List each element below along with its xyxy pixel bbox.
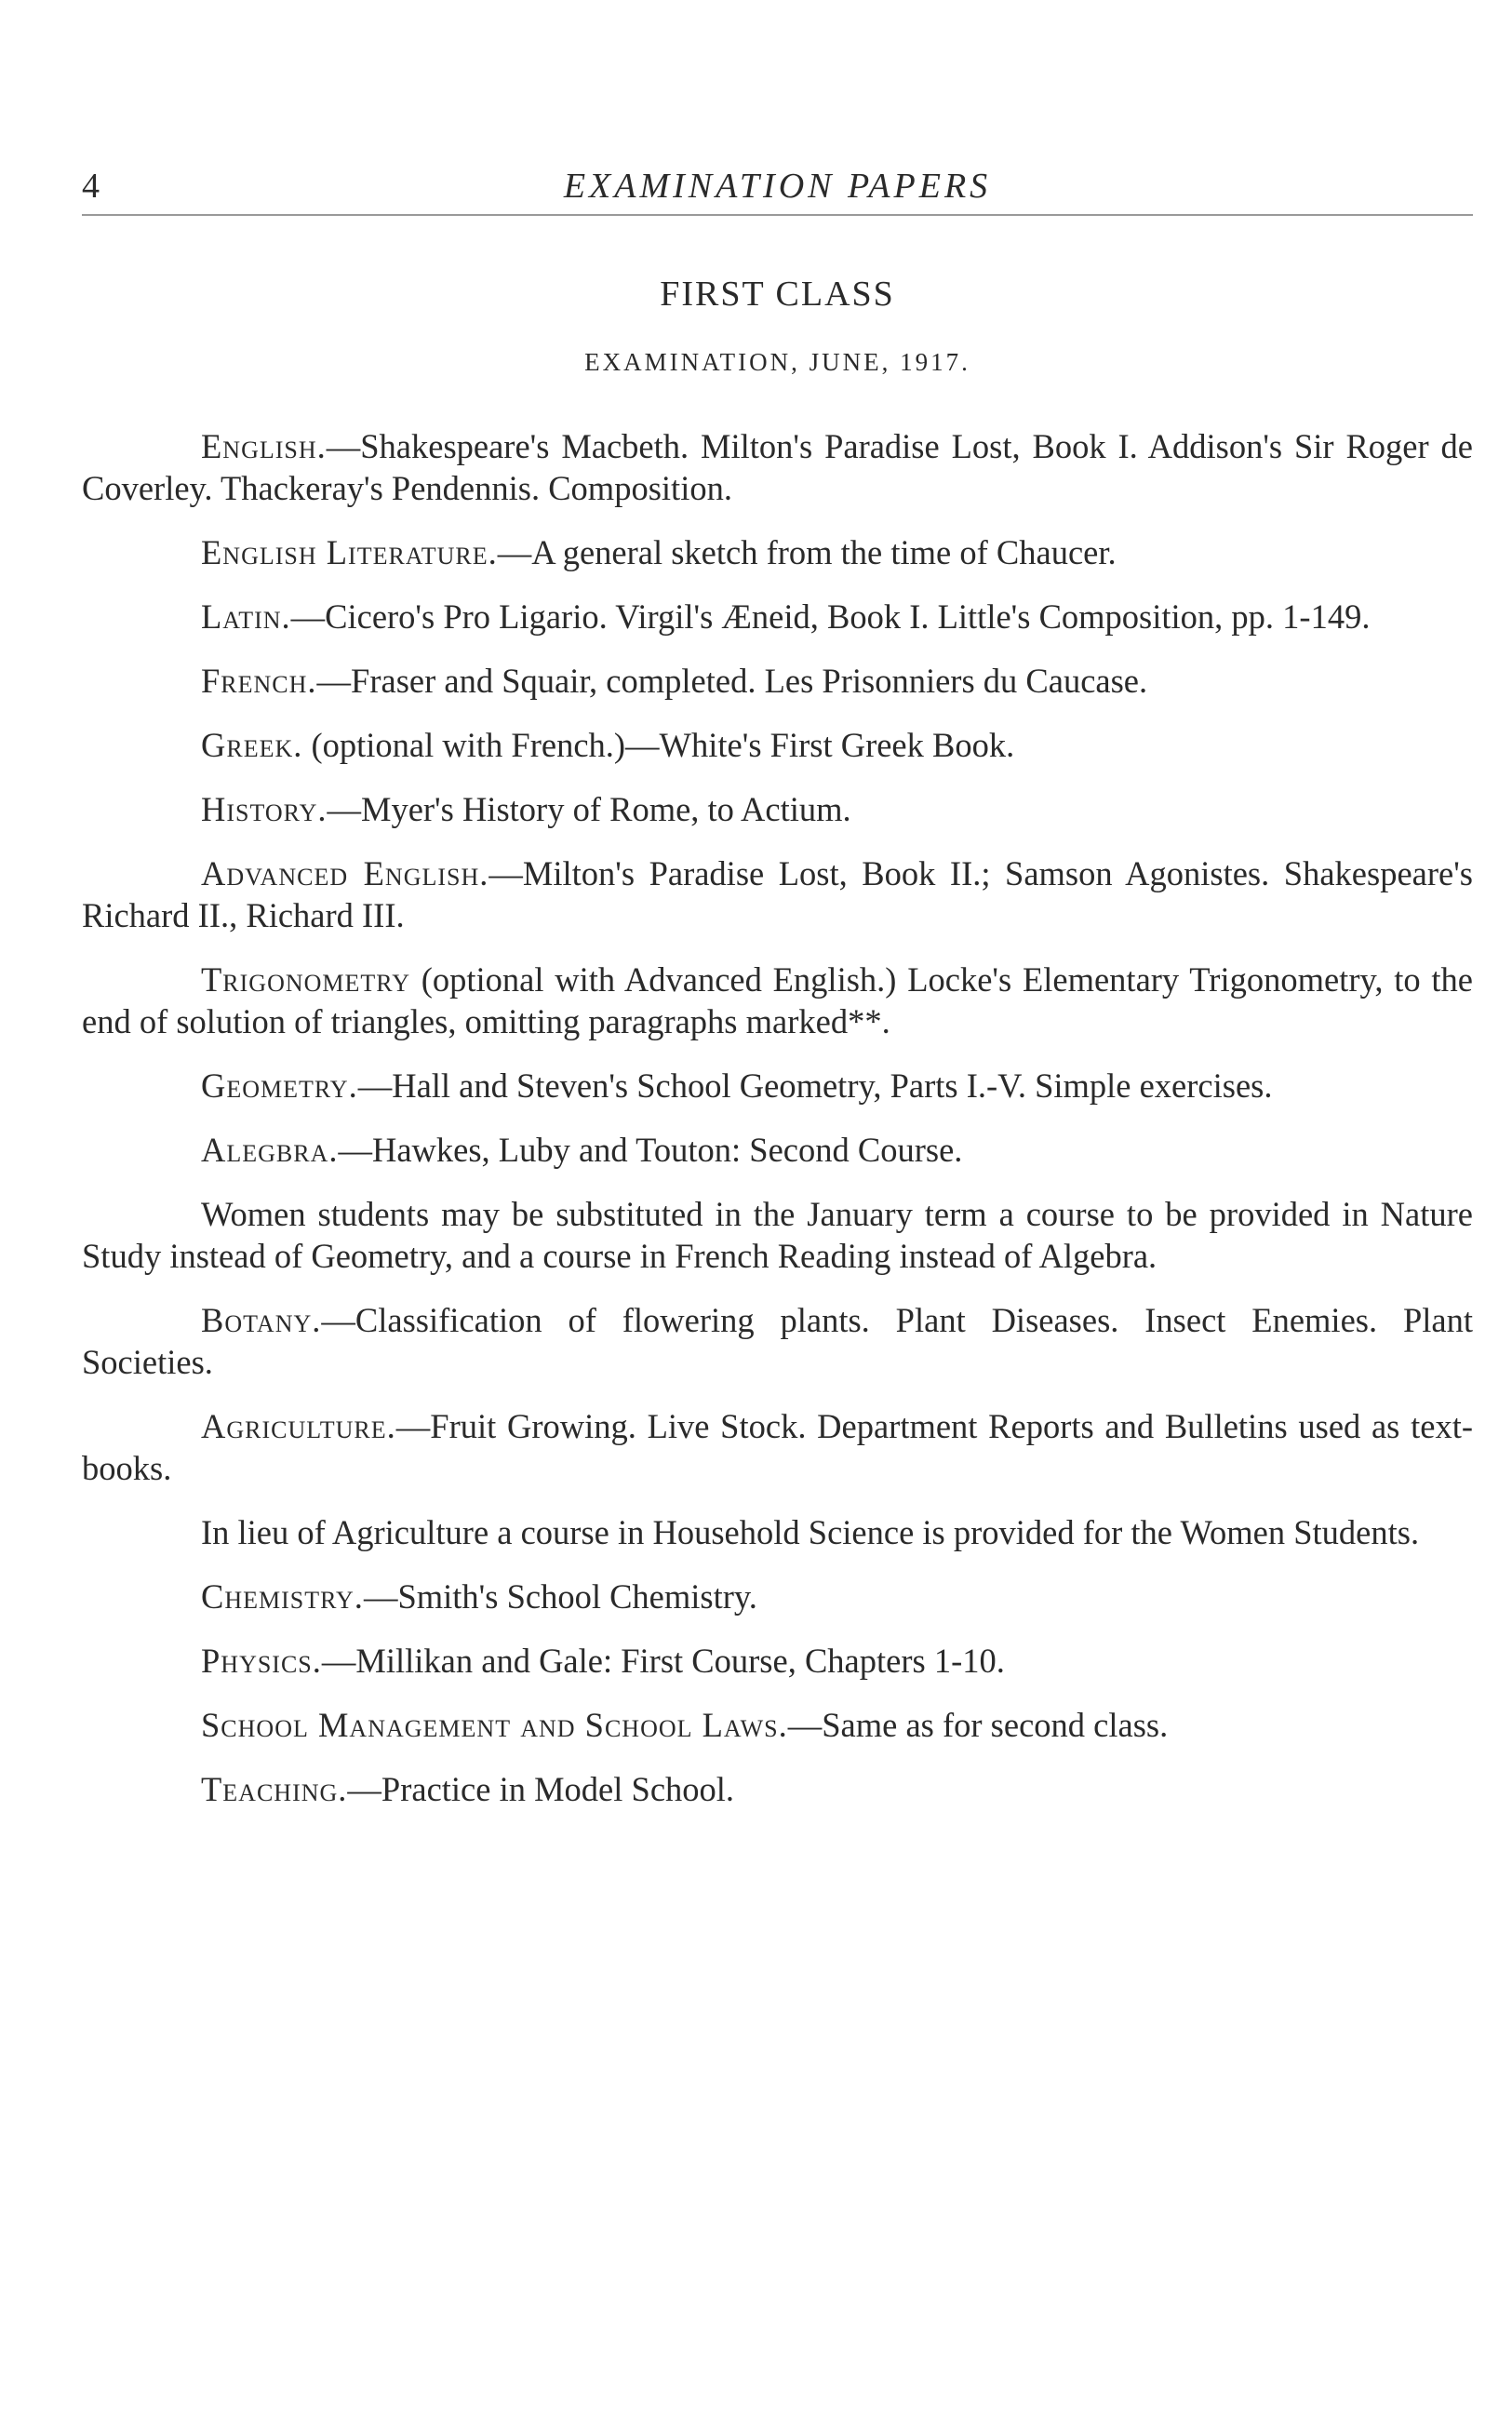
section-school-management [82,1704,1473,1746]
class-heading: FIRST CLASS [660,275,895,314]
section-geometry [82,1065,1473,1107]
section-trigonometry [82,959,1473,1042]
syllabus-sections [82,425,1473,1810]
subject-label: History. [201,790,328,828]
subject-label: Teaching. [201,1770,348,1808]
section-teaching [82,1768,1473,1810]
section-greek [82,724,1473,766]
page-number: 4 [82,167,100,206]
subject-label: English. [201,427,327,465]
subject-description: —Myer's History of Rome, to Actium. [327,790,851,828]
section-english [82,425,1473,509]
subject-description: —Millikan and Gale: First Course, Chapters 1-10. [321,1642,1005,1680]
subject-description: —Hawkes, Luby and Touton: Second Course. [338,1131,963,1169]
subject-description: —Fraser and Squair, completed. Les Prisonniers du Caucase. [316,662,1148,700]
subject-label: School Management and School Laws. [201,1706,788,1744]
subject-description: —Practice in Model School. [347,1770,735,1808]
subject-description: In lieu of Agriculture a course in Household Science is provided for the Women Students. [201,1513,1420,1551]
note-household-science [82,1511,1473,1553]
subject-label: Latin. [201,597,291,636]
subject-label: English Literature. [201,533,498,571]
subject-description: (optional with French.)—White's First Greek Book. [302,726,1015,764]
subject-label: Physics. [201,1642,322,1680]
section-physics [82,1640,1473,1682]
subject-description: Women students may be substituted in the January term a course to be provided in Nature Study instead of Geometry, and a course in French Reading instead of Algebra. [82,1195,1473,1275]
subject-description: (optional with Advanced English.) Locke's Elementary Trigonometry, to the end of solution of triangles, omitting paragraphs marked**. [82,960,1473,1040]
subject-label: Advanced English. [201,854,489,892]
subject-description: —Milton's Paradise Lost, Book II.; Samson Agonistes. Shakespeare's Richard II., Richard III. [82,854,1473,934]
subject-label: Greek. [201,726,303,764]
exam-heading: EXAMINATION, JUNE, 1917. [584,348,970,376]
subject-description: —Cicero's Pro Ligario. Virgil's Æneid, Book I. Little's Composition, pp. 1-149. [290,597,1371,636]
subject-label: Chemistry. [201,1577,364,1616]
running-header [82,158,1473,216]
section-french [82,660,1473,702]
subject-description: —Classification of flowering plants. Plant Diseases. Insect Enemies. Plant Societies. [82,1301,1473,1381]
section-botany [82,1299,1473,1383]
document-page [82,158,1473,1832]
section-algebra [82,1129,1473,1171]
subject-label: Agriculture. [201,1407,396,1445]
subject-description: —Shakespeare's Macbeth. Milton's Paradise Lost, Book I. Addison's Sir Roger de Coverley. Thackeray's Pendennis. Composition. [82,427,1473,507]
subject-description: —Same as for second class. [787,1706,1169,1744]
section-latin [82,596,1473,637]
note-women-students [82,1193,1473,1277]
section-history [82,788,1473,830]
subject-description: —Hall and Steven's School Geometry, Parts I.-V. Simple exercises. [357,1066,1273,1105]
subject-label: French. [201,662,317,700]
running-title: EXAMINATION PAPERS [563,167,992,206]
subject-label: Trigonometry [201,960,410,999]
section-english-literature [82,531,1473,573]
subject-label: Botany. [201,1301,322,1339]
subject-description: —Smith's School Chemistry. [363,1577,757,1616]
subject-label: Alegbra. [201,1131,339,1169]
section-agriculture [82,1405,1473,1489]
subject-description: —Fruit Growing. Live Stock. Department Reports and Bulletins used as text-books. [82,1407,1473,1487]
subject-label: Geometry. [201,1066,358,1105]
subject-description: —A general sketch from the time of Chaucer. [497,533,1117,571]
section-advanced-english [82,852,1473,936]
section-chemistry [82,1576,1473,1617]
